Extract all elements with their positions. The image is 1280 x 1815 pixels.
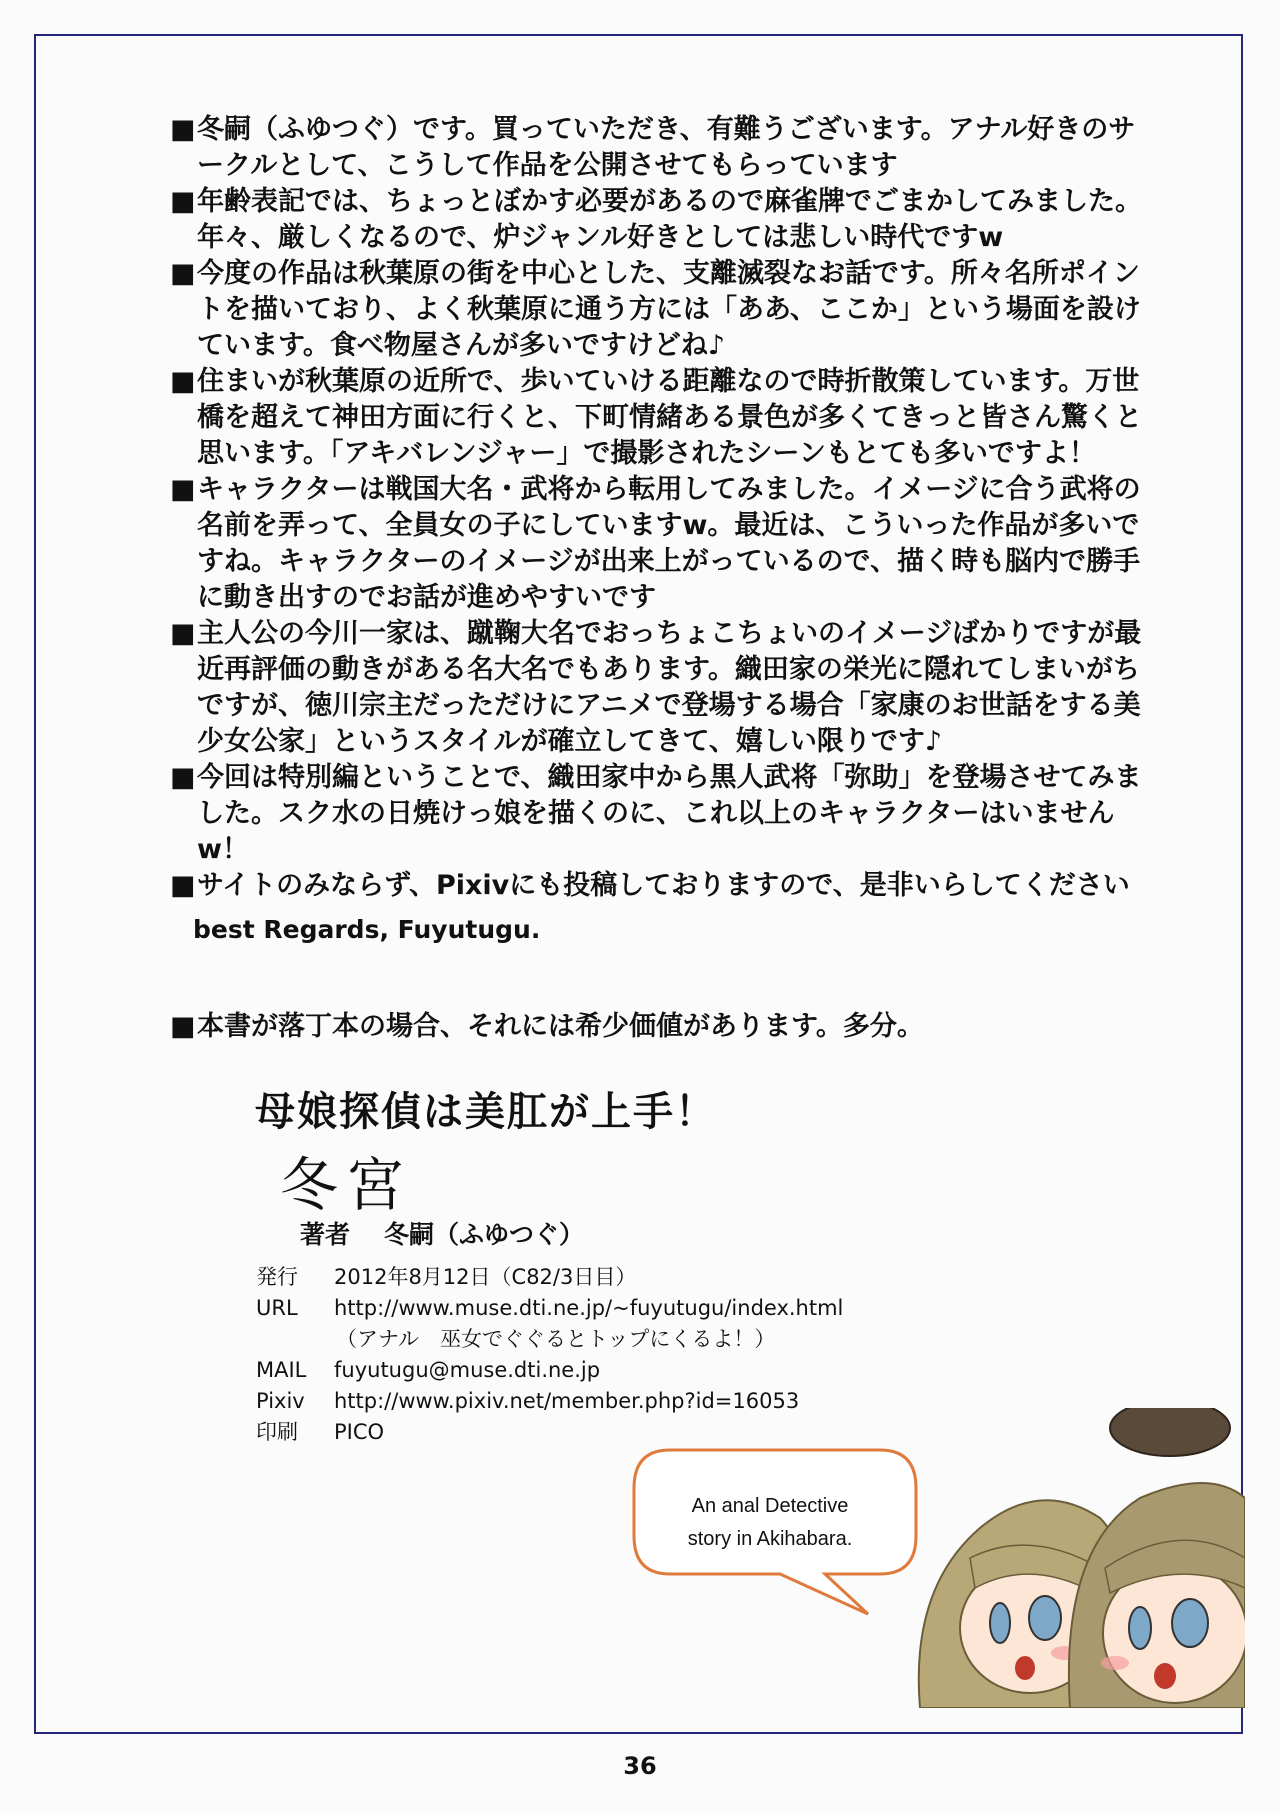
bubble-line-2: story in Akihabara.: [687, 1528, 853, 1550]
pixiv-link[interactable]: http://www.pixiv.net/member.php?id=16053: [334, 1389, 800, 1413]
colophon-pixiv: [256, 1386, 843, 1417]
note-text: サイトのみならず、Pixivにも投稿しておりますので、是非いらしてください: [197, 870, 1130, 901]
note-text: 本書が落丁本の場合、それには希少価値があります。多分。: [197, 1011, 924, 1042]
speech-bubble: [630, 1448, 920, 1622]
note-bullet: ■: [170, 366, 196, 397]
right-girl-mouth: [1154, 1663, 1176, 1689]
note-bullet: ■: [170, 618, 196, 649]
note-text: キャラクターは戦国大名・武将から転用してみました。イメージに合う武将の名前を弄って、全員女の子にしていますw。最近は、こういった作品が多いですね。キャラクターのイメージが出来上がっているので、描く時も脳内で勝手に動き出すのでお話が進めやすいです: [197, 474, 1141, 613]
colophon-url: [256, 1293, 843, 1324]
note-text: 今回は特別編ということで、織田家中から黒人武将「弥助」を登場させてみました。スク水の日焼けっ娘を描くのに、これ以上のキャラクターはいませんw！: [197, 762, 1142, 865]
note-5: [170, 472, 1150, 616]
author-name: 冬嗣（ふゆつぐ）: [384, 1220, 585, 1249]
note-bullet: ■: [170, 258, 196, 289]
note-4: [170, 364, 1150, 472]
colophon-issue: [256, 1262, 843, 1293]
left-girl-mouth: [1015, 1656, 1035, 1680]
note-text: 冬嗣（ふゆつぐ）です。買っていただき、有難うございます。アナル好きのサークルとして、こうして作品を公開させてもらっています: [197, 114, 1136, 181]
note-bullet: ■: [170, 186, 196, 217]
note-bullet: ■: [170, 114, 196, 145]
right-girl-eye: [1172, 1599, 1208, 1647]
two-girls-illustration: [890, 1408, 1245, 1708]
mail-label: MAIL: [256, 1358, 307, 1382]
note-2: [170, 184, 1150, 256]
note-3: [170, 256, 1150, 364]
colophon: [256, 1262, 843, 1448]
hat-ribbon: [1110, 1408, 1230, 1456]
circle-name: 冬宮: [280, 1151, 413, 1219]
page-number: 36: [623, 1752, 657, 1780]
bubble-text: [630, 1490, 910, 1556]
pixiv-label: Pixiv: [256, 1389, 305, 1413]
issue-date: 2012年8月12日（C82/3日目）: [334, 1265, 637, 1289]
bubble-line-1: An anal Detective: [691, 1495, 849, 1517]
note-text: 住まいが秋葉原の近所で、歩いていける距離なので時折散策しています。万世橋を超えて神田方面に行くと、下町情緒ある景色が多くてきっと皆さん驚くと思います。「アキバレンジャー」で撮影されたシーンもとても多いですよ！: [197, 366, 1142, 469]
colophon-print: [256, 1417, 843, 1448]
url-link[interactable]: http://www.muse.dti.ne.jp/~fuyutugu/index.html: [334, 1296, 844, 1320]
print-label: 印刷: [256, 1420, 298, 1444]
colophon-mail: [256, 1355, 843, 1386]
note-1: [170, 112, 1150, 184]
left-girl-eye: [1029, 1596, 1061, 1640]
right-girl-eye: [1129, 1607, 1151, 1649]
note-7: [170, 760, 1150, 868]
character-illustration: [890, 1408, 1245, 1712]
author-notes: [170, 112, 1150, 904]
right-girl-blush: [1101, 1656, 1129, 1670]
book-title: 母娘探偵は美肛が上手！: [255, 1089, 717, 1135]
note-6: [170, 616, 1150, 760]
author-line: [300, 1215, 584, 1251]
note-text: 主人公の今川一家は、蹴鞠大名でおっちょこちょいのイメージばかりですが最近再評価の動きがある名大名でもあります。織田家の栄光に隠れてしまいがちですが、徳川宗主だっただけにアニメで登場する場合「家康のお世話をする美少女公家」というスタイルが確立してきて、嬉しい限りです♪: [197, 618, 1142, 757]
issue-label: 発行: [256, 1265, 298, 1289]
note-bullet: ■: [170, 1011, 196, 1042]
note-text: 今度の作品は秋葉原の街を中心とした、支離滅裂なお話です。所々名所ポイントを描いており、よく秋葉原に通う方には「ああ、ここか」という場面を設けています。食べ物屋さんが多いですけどね♪: [197, 258, 1141, 361]
note-8: [170, 868, 1150, 904]
note-text: 年齢表記では、ちょっとぼかす必要があるので麻雀牌でごまかしてみました。年々、厳しくなるので、炉ジャンル好きとしては悲しい時代ですw: [197, 186, 1142, 253]
signature-line: best Regards, Fuyutugu.: [193, 915, 541, 944]
printer-name: PICO: [334, 1420, 385, 1444]
left-girl-eye: [990, 1603, 1010, 1643]
mail-address[interactable]: fuyutugu@muse.dti.ne.jp: [334, 1358, 601, 1382]
note-bullet: ■: [170, 762, 196, 793]
note-bullet: ■: [170, 474, 196, 505]
misprint-note: [170, 1009, 1150, 1045]
url-label: URL: [256, 1296, 298, 1320]
url-note: （アナル 巫女でぐぐるとトップにくるよ！）: [336, 1327, 776, 1351]
note-bullet: ■: [170, 870, 196, 901]
author-label: 著者: [300, 1220, 351, 1249]
